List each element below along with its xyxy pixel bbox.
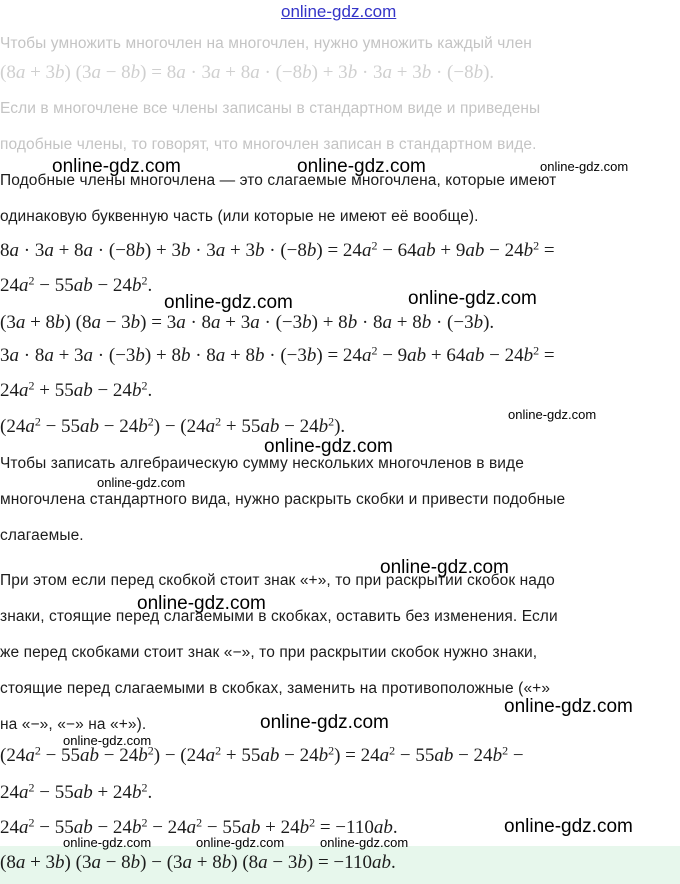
paragraph-algebraic-sum: многочлена стандартного вида, нужно раскрыть скобки и привести подобные xyxy=(0,491,566,508)
formula-result-2: $24a^2 + 55ab - 24b^2$. xyxy=(0,378,153,401)
watermark: online-gdz.com xyxy=(63,733,152,748)
paragraph-standard-form: подобные члены, то говорят, что многочлен записан в стандартном виде. xyxy=(0,136,537,153)
watermark-top: online-gdz.com xyxy=(281,2,397,21)
paragraph-brackets-rule: При этом если перед скобкой стоит знак «+», то при раскрытии скобок надо xyxy=(0,572,555,589)
formula-simplify-2: $3a \cdot 8a + 3a \cdot (-3b) + 8b \cdot 8a + 8b \cdot (-3b) = 24a^2 - 9ab + 64ab - 24b^2$ = xyxy=(0,343,555,366)
watermark: online-gdz.com xyxy=(504,696,633,717)
formula-final-simplify: $24a^2 - 55ab - 24b^2 - 24a^2 - 55ab + 24b^2 = -110ab$. xyxy=(0,815,398,838)
watermark: online-gdz.com xyxy=(380,557,509,578)
watermark: online-gdz.com xyxy=(52,156,181,177)
formula-expansion-2: (3a + 8b) (8a − 3b) = 3a · 8a + 3a · (−3b) + 8b · 8a + 8b · (−3b). xyxy=(0,312,495,333)
watermark: online-gdz.com xyxy=(264,436,393,457)
watermark: online-gdz.com xyxy=(260,712,389,733)
watermark: online-gdz.com xyxy=(196,835,285,850)
paragraph-brackets-rule: стоящие перед слагаемыми в скобках, заменить на противоположные («+» xyxy=(0,680,551,697)
paragraph-algebraic-sum: Чтобы записать алгебраическую сумму нескольких многочленов в виде xyxy=(0,455,524,472)
formula-open-brackets: $(24a^2 - 55ab - 24b^2) - (24a^2 + 55ab - 24b^2) = 24a^2 - 55ab - 24b^2$ − xyxy=(0,743,524,766)
paragraph-brackets-rule: же перед скобками стоит знак «−», то при раскрытии скобок нужно знаки, xyxy=(0,644,538,661)
paragraph-multiply-rule: Чтобы умножить многочлен на многочлен, нужно умножить каждый член xyxy=(0,35,532,52)
formula-open-brackets-cont: $24a^2 - 55ab + 24b^2$. xyxy=(0,780,153,803)
watermark: online-gdz.com xyxy=(297,156,426,177)
paragraph-brackets-rule: на «−», «−» на «+»). xyxy=(0,716,147,733)
paragraph-brackets-rule: знаки, стоящие перед слагаемыми в скобках, оставить без изменения. Если xyxy=(0,608,558,625)
paragraph-similar-terms: одинаковую буквенную часть (или которые не имеют её вообще). xyxy=(0,208,479,225)
watermark: online-gdz.com xyxy=(164,292,293,313)
watermark: online-gdz.com xyxy=(63,835,152,850)
watermark: online-gdz.com xyxy=(408,288,537,309)
formula-result-1: $24a^2 - 55ab - 24b^2$. xyxy=(0,273,153,296)
formula-expansion-1: (8a + 3b) (3a − 8b) = 8a · 3a + 8a · (−8b) + 3b · 3a + 3b · (−8b). xyxy=(0,62,495,83)
formula-answer: (8a + 3b) (3a − 8b) − (3a + 8b) (8a − 3b) = −110ab. xyxy=(0,852,396,873)
paragraph-standard-form: Если в многочлене все члены записаны в стандартном виде и приведены xyxy=(0,100,541,117)
paragraph-algebraic-sum: слагаемые. xyxy=(0,527,84,544)
watermark: online-gdz.com xyxy=(137,593,266,614)
watermark: online-gdz.com xyxy=(504,816,633,837)
formula-difference: $(24a^2 - 55ab - 24b^2) - (24a^2 + 55ab - 24b^2)$. xyxy=(0,414,346,437)
watermark: online-gdz.com xyxy=(540,159,629,174)
watermark: online-gdz.com xyxy=(320,835,409,850)
watermark: online-gdz.com xyxy=(508,407,597,422)
watermark: online-gdz.com xyxy=(97,475,186,490)
formula-simplify-1: $8a \cdot 3a + 8a \cdot (-8b) + 3b \cdot 3a + 3b \cdot (-8b) = 24a^2 - 64ab + 9ab - 24b^2$ = xyxy=(0,238,555,261)
paragraph-similar-terms: Подобные члены многочлена — это слагаемые многочлена, которые имеют xyxy=(0,172,557,189)
